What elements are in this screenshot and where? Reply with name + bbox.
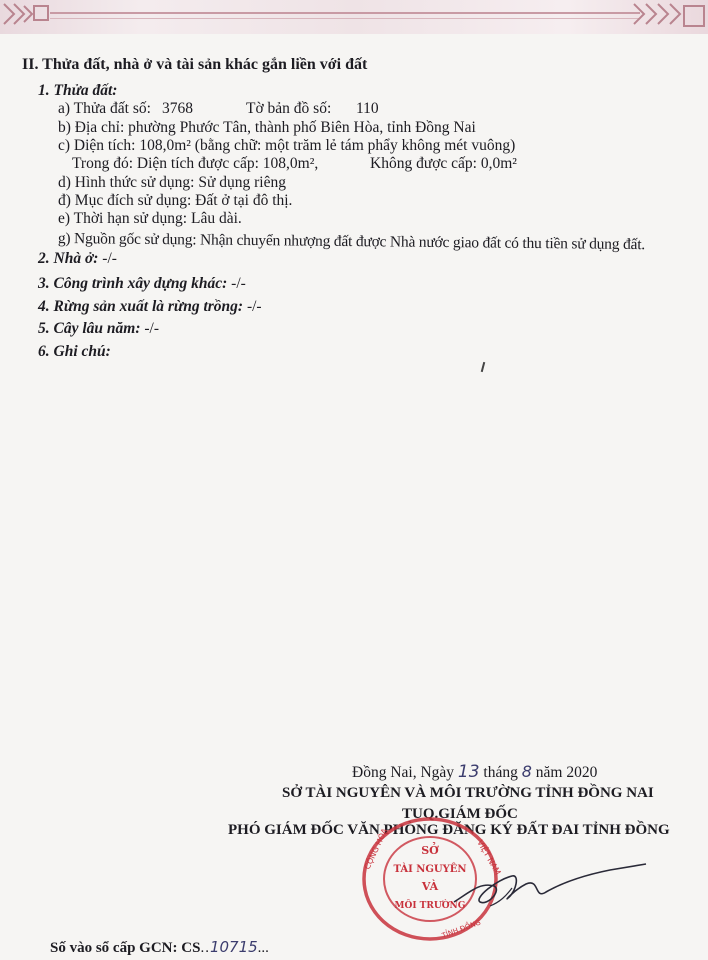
date-day: 13	[457, 762, 480, 782]
house-row	[38, 250, 117, 268]
date-prefix: Đồng Nai, Ngày	[352, 764, 455, 781]
date-year: năm 2020	[535, 764, 598, 781]
trees-value: -/-	[144, 320, 159, 337]
seal-line-1: SỞ	[421, 844, 439, 857]
seal-ring-left: CỘNG HÒA	[362, 826, 390, 871]
area-granted: Trong đó: Diện tích được cấp: 108,0m²,	[72, 155, 319, 172]
construction-label: 3. Công trình xây dựng khác:	[38, 275, 228, 292]
trees-row	[38, 320, 159, 338]
seal-ring-bottom: TỈNH ĐỒNG	[440, 918, 482, 940]
house-value: -/-	[102, 250, 117, 267]
usage-form: d) Hình thức sử dụng: Sử dụng riêng	[58, 174, 286, 191]
land-heading: 1. Thửa đất:	[38, 82, 118, 99]
seal-line-2: TÀI NGUYÊN	[393, 864, 467, 875]
section-title: II. Thửa đất, nhà ở và tài sản khác gắn liền với đất	[22, 56, 368, 73]
date-month-label: tháng	[483, 764, 518, 781]
notes-label: 6. Ghi chú:	[38, 343, 111, 360]
usage-duration: e) Thời hạn sử dụng: Lâu dài.	[58, 210, 242, 227]
handwritten-signature	[450, 862, 650, 922]
forest-value: -/-	[246, 298, 262, 315]
issuing-department: SỞ TÀI NGUYÊN VÀ MÔI TRƯỜNG TỈNH ĐỒNG NAI	[282, 785, 654, 801]
border-ornament-right	[628, 0, 708, 30]
border-ornament-left	[0, 0, 54, 30]
certificate-border-strip	[0, 0, 708, 34]
address: b) Địa chỉ: phường Phước Tân, thành phố Biên Hòa, tỉnh Đồng Nai	[58, 119, 476, 136]
area: c) Diện tích: 108,0m² (bằng chữ: một trăm lẻ tám phẩy không mét vuông)	[58, 137, 516, 154]
house-label: 2. Nhà ở:	[38, 250, 99, 267]
parcel-label: a) Thửa đất số:	[58, 100, 151, 117]
issue-date	[352, 763, 597, 782]
parcel-number: 3768	[162, 100, 193, 117]
date-month: 8	[521, 762, 532, 781]
on-behalf-of: TUQ.GIÁM ĐỐC	[402, 806, 518, 822]
pen-mark	[481, 362, 486, 372]
seal-line-3: VÀ	[421, 880, 439, 893]
forest-label: 4. Rừng sản xuất là rừng trồng:	[38, 298, 244, 315]
registry-number: 10715	[209, 938, 258, 956]
usage-origin: g) Nguồn gốc sử dụng: Nhận chuyển nhượng đất được Nhà nước giao đất có thu tiền sử dụng đất.	[57, 230, 646, 254]
area-not-granted: Không được cấp: 0,0m²	[370, 155, 517, 172]
registry-label: Số vào sổ cấp GCN: CS	[50, 940, 201, 956]
construction-row	[38, 275, 246, 293]
signer-title: PHÓ GIÁM ĐỐC VĂN PHÒNG ĐĂNG KÝ ĐẤT ĐAI TỈNH ĐỒNG	[228, 822, 670, 838]
forest-row	[38, 298, 262, 316]
construction-value: -/-	[231, 275, 246, 292]
seal-line-4: MÔI TRƯỜNG	[394, 901, 466, 911]
trees-label: 5. Cây lâu năm:	[38, 320, 141, 337]
map-sheet-number: 110	[356, 100, 379, 117]
registry-row: Số vào sổ cấp GCN: CS..10715...	[50, 938, 269, 956]
seal-ring-right: VIỆT NAM	[475, 838, 503, 877]
usage-purpose: đ) Mục đích sử dụng: Đất ở tại đô thị.	[58, 192, 293, 209]
border-line-top	[50, 12, 640, 14]
map-sheet-label: Tờ bản đồ số:	[246, 100, 332, 117]
border-line-bottom	[50, 18, 640, 19]
